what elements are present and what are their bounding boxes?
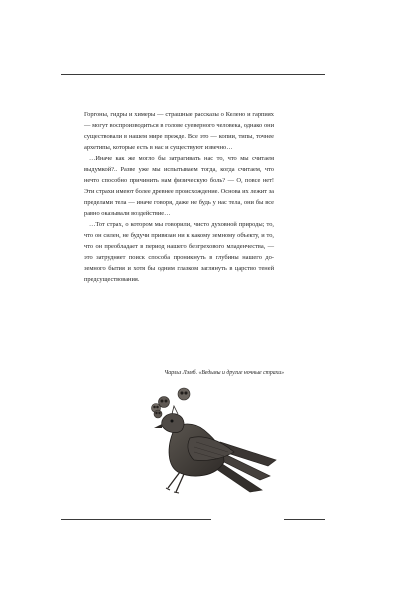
attribution: Чарльз Лэмб. «Ведьмы и другие ночные страхи» (164, 370, 284, 376)
top-rule (61, 74, 325, 75)
skull-4 (154, 410, 162, 418)
bird-illustration (150, 386, 280, 506)
paragraph-2: …Иначе как же могло бы затрагивать нас то, что мы считаем выдумкой?.. Разве уже мы испытываем тогда, когда считаем, что нечто способно причинить нам физическую боль? — О, повсе нет! Эти страхи имеют более древнее происхождение. Основа их лежит за пределами тела — иначе говоря, даже не будь у нас тела, они бы все равно оказывали воздействие… (84, 155, 274, 217)
paragraph-3: …Тот страх, о котором мы говорили, чисто духовной природы; то, что он силен, не будучи привязан ни к какому земному объекту, и то, что он преобладает в период нашего безгрехового младенчества, — это затрудняет поиск способа проникнуть в глубины нашего до-земного бытия и хотя бы одним глазком заглянуть в царство теней предсуществования. (84, 221, 274, 283)
bird-with-skulls-icon (150, 386, 280, 506)
bottom-rule-right (284, 519, 325, 520)
quote-text (84, 109, 274, 285)
paragraph-1: Горгоны, гидры и химеры — страшные рассказы о Келено и гарпиях — могут воспроизводиться в голове суеверного человека, однако они существовали в нашем мире прежде. Все это — копии, типы, точнее архетипы, которые есть в нас и существуют извечно… (84, 111, 274, 151)
bottom-rule-left (61, 519, 211, 520)
skull-1 (178, 388, 190, 400)
